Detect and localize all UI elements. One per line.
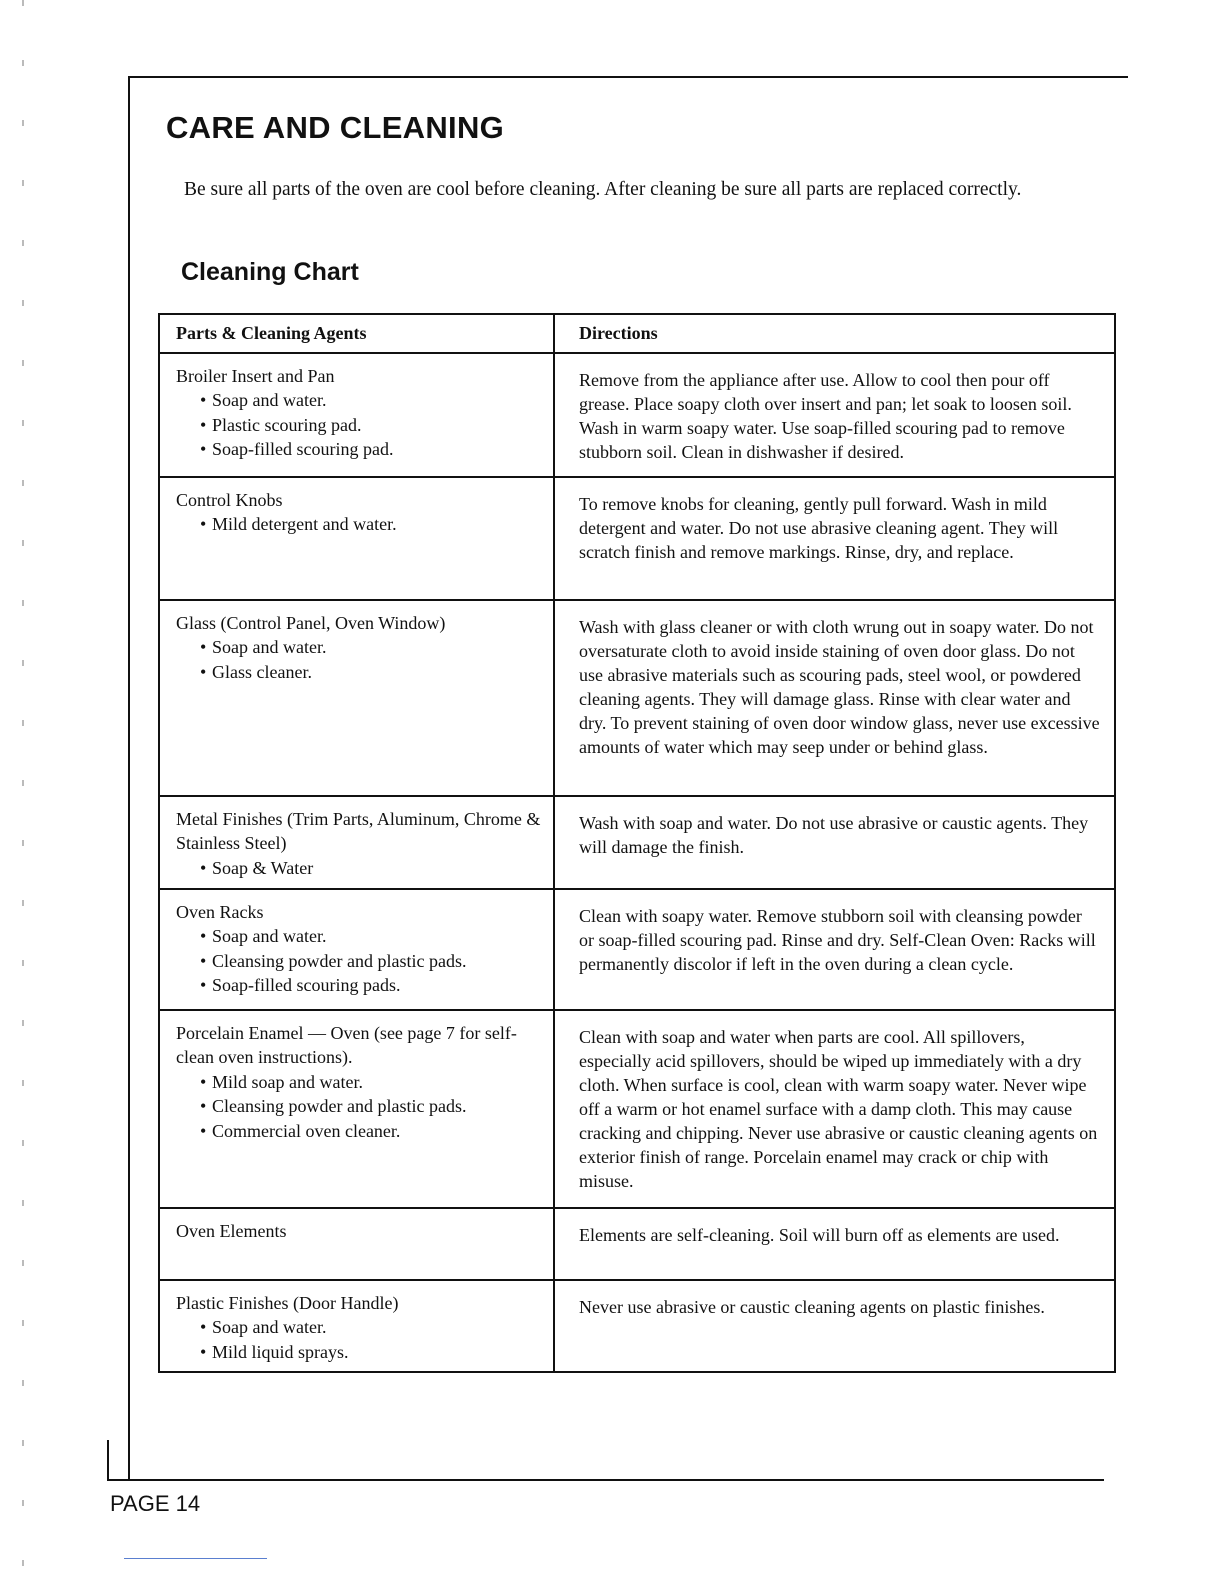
part-name: Metal Finishes (Trim Parts, Aluminum, Chrome & Stainless Steel) bbox=[176, 808, 541, 853]
agent-list bbox=[176, 388, 541, 462]
part-name: Broiler Insert and Pan bbox=[176, 365, 335, 386]
agent-item: • Mild soap and water. bbox=[200, 1070, 541, 1095]
page-number: PAGE 14 bbox=[110, 1491, 201, 1516]
agent-item: • Soap-filled scouring pads. bbox=[200, 973, 541, 998]
table-row bbox=[160, 476, 1114, 599]
part-cell bbox=[160, 354, 555, 476]
agent-item: • Soap and water. bbox=[200, 924, 541, 949]
frame-bottom-rule bbox=[107, 1479, 1104, 1481]
part-cell bbox=[160, 1281, 555, 1371]
column-header-directions: Directions bbox=[579, 323, 658, 343]
part-cell bbox=[160, 478, 555, 599]
agent-list bbox=[176, 856, 541, 881]
column-header-parts: Parts & Cleaning Agents bbox=[160, 315, 555, 352]
table-header-row bbox=[160, 315, 1114, 352]
agent-item: • Cleansing powder and plastic pads. bbox=[200, 1094, 541, 1119]
agent-item: • Mild liquid sprays. bbox=[200, 1340, 541, 1365]
page-title: CARE AND CLEANING bbox=[166, 110, 505, 145]
page-edge-marks bbox=[22, 0, 24, 1584]
table-row bbox=[160, 888, 1114, 1009]
agent-list bbox=[176, 635, 541, 684]
directions-cell: Elements are self-cleaning. Soil will burn off as elements are used. bbox=[579, 1224, 1060, 1245]
part-name: Glass (Control Panel, Oven Window) bbox=[176, 612, 446, 633]
agent-item: • Soap-filled scouring pad. bbox=[200, 437, 541, 462]
table-row bbox=[160, 352, 1114, 476]
part-cell bbox=[160, 1011, 555, 1207]
directions-cell: Clean with soapy water. Remove stubborn soil with cleansing powder or soap-filled scouring pad. Rinse and dry. Self-Clean Oven: Racks will permanently discolor if left in the oven during a clean cycle. bbox=[579, 905, 1096, 974]
agent-item: • Soap and water. bbox=[200, 635, 541, 660]
table-row bbox=[160, 795, 1114, 888]
agent-item: • Mild detergent and water. bbox=[200, 512, 541, 537]
agent-list bbox=[176, 1070, 541, 1144]
part-cell bbox=[160, 1209, 555, 1279]
part-name: Control Knobs bbox=[176, 489, 283, 510]
section-title: Cleaning Chart bbox=[181, 258, 359, 286]
table-row bbox=[160, 1207, 1114, 1279]
part-name: Oven Racks bbox=[176, 901, 264, 922]
intro-paragraph: Be sure all parts of the oven are cool before cleaning. After cleaning be sure all parts are replaced correctly. bbox=[184, 179, 1022, 200]
directions-cell: Wash with glass cleaner or with cloth wrung out in soapy water. Do not oversaturate cloth to avoid inside staining of oven door glass. Do not use abrasive materials such as scouring pads, steel wool, or powdered cleaning agents. They will damage glass. Rinse with clear water and dry. To prevent staining of oven door window glass, never use excessive amounts of water which may seep under or behind glass. bbox=[579, 616, 1100, 757]
agent-item: • Soap & Water bbox=[200, 856, 541, 881]
table-row bbox=[160, 1279, 1114, 1371]
cleaning-chart-table bbox=[158, 313, 1116, 1373]
part-cell bbox=[160, 797, 555, 888]
directions-cell: Never use abrasive or caustic cleaning agents on plastic finishes. bbox=[579, 1296, 1045, 1317]
agent-item: • Cleansing powder and plastic pads. bbox=[200, 949, 541, 974]
directions-cell: Clean with soap and water when parts are cool. All spillovers, especially acid spillovers, should be wiped up immediately with a dry cloth. When surface is cool, clean with warm soapy water. Never wipe off a warm or hot enamel surface with a damp cloth. This may cause cracking and chipping. Never use abrasive or caustic cleaning agents on exterior finish of range. Porcelain enamel may crack or chip with misuse. bbox=[579, 1026, 1098, 1191]
table-row bbox=[160, 1009, 1114, 1207]
agent-list bbox=[176, 1315, 541, 1364]
frame-bottom-left-rule bbox=[107, 1440, 109, 1480]
agent-list bbox=[176, 512, 541, 537]
agent-item: • Soap and water. bbox=[200, 1315, 541, 1340]
scan-mark bbox=[124, 1558, 267, 1559]
part-name: Plastic Finishes (Door Handle) bbox=[176, 1292, 399, 1313]
directions-cell: Remove from the appliance after use. Allow to cool then pour off grease. Place soapy cloth over insert and pan; let soak to loosen soil. Wash in warm soapy water. Use soap-filled scouring pad to remove stubborn soil. Clean in dishwasher if desired. bbox=[579, 369, 1072, 462]
frame-left-rule bbox=[128, 76, 130, 1479]
agent-item: • Soap and water. bbox=[200, 388, 541, 413]
part-name: Porcelain Enamel — Oven (see page 7 for self-clean oven instructions). bbox=[176, 1022, 517, 1067]
table-row bbox=[160, 599, 1114, 795]
frame-top-rule bbox=[128, 76, 1128, 78]
directions-cell: To remove knobs for cleaning, gently pull forward. Wash in mild detergent and water. Do not use abrasive cleaning agent. They will scratch finish and remove markings. Rinse, dry, and replace. bbox=[579, 493, 1059, 562]
part-cell bbox=[160, 601, 555, 795]
part-name: Oven Elements bbox=[176, 1220, 287, 1241]
part-cell bbox=[160, 890, 555, 1009]
directions-cell: Wash with soap and water. Do not use abrasive or caustic agents. They will damage the finish. bbox=[579, 812, 1089, 857]
agent-item: • Plastic scouring pad. bbox=[200, 413, 541, 438]
agent-item: • Commercial oven cleaner. bbox=[200, 1119, 541, 1144]
agent-item: • Glass cleaner. bbox=[200, 660, 541, 685]
agent-list bbox=[176, 924, 541, 998]
